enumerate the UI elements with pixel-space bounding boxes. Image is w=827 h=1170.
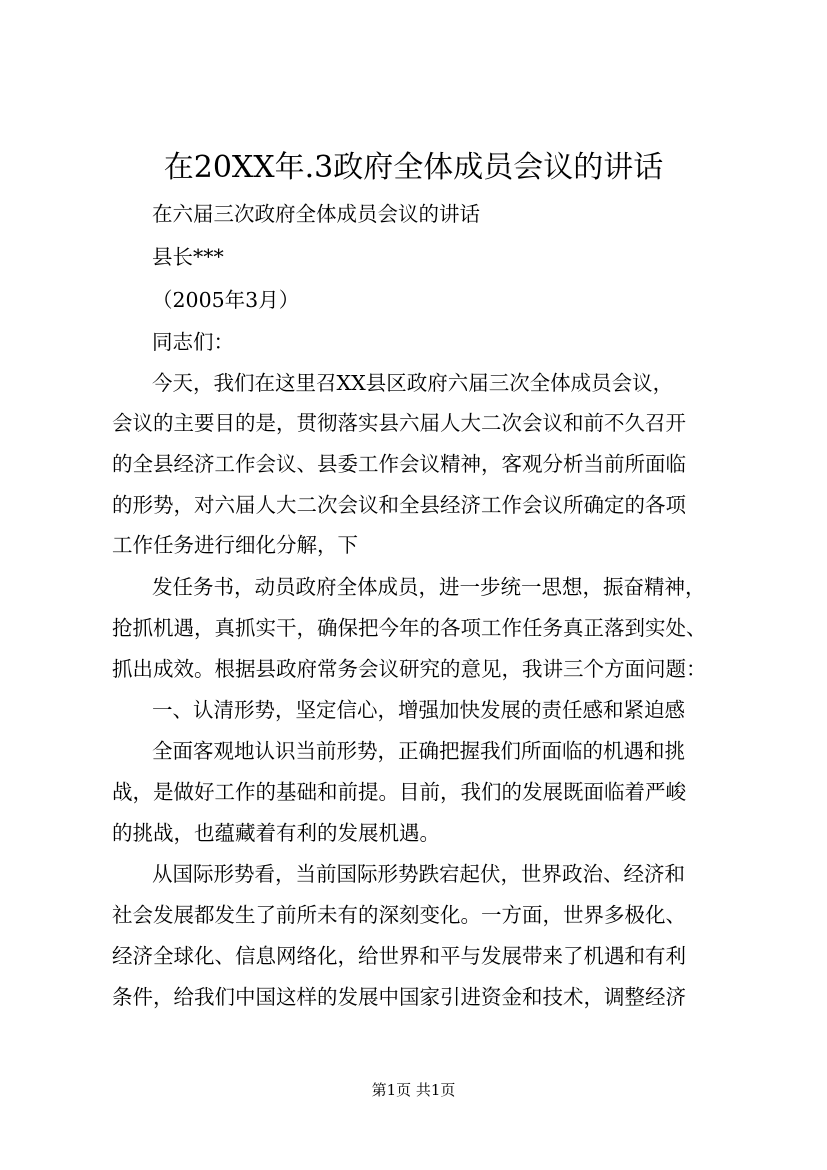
paragraph-line: 全面客观地认识当前形势，正确把握我们所面临的机遇和挑 xyxy=(152,739,685,763)
paragraph-line: 的全县经济工作会议、县委工作会议精神，客观分析当前所面临 xyxy=(112,452,686,476)
paragraph-line: 抢抓机遇，真抓实干，确保把今年的各项工作任务真正落到实处、 xyxy=(112,616,707,640)
document-title: 在20XX年.3政府全体成员会议的讲话 xyxy=(163,150,664,185)
paragraph-line: 的挑战，也蕴藏着有利的发展机遇。 xyxy=(112,821,440,845)
paragraph-line: 战，是做好工作的基础和前提。目前，我们的发展既面临着严峻 xyxy=(112,780,686,804)
paragraph-line: 会议的主要目的是，贯彻落实县六届人大二次会议和前不久召开 xyxy=(112,411,686,435)
paragraph-line: 条件，给我们中国这样的发展中国家引进资金和技术，调整经济 xyxy=(112,985,686,1009)
salutation: 同志们： xyxy=(152,330,234,354)
paragraph-line: 从国际形势看，当前国际形势跌宕起伏，世界政治、经济和 xyxy=(152,862,685,886)
paragraph-line: 经济全球化、信息网络化，给世界和平与发展带来了机遇和有利 xyxy=(112,944,686,968)
paragraph-line: 今天，我们在这里召XX县区政府六届三次全体成员会议， xyxy=(152,371,674,395)
paragraph-line: 工作任务进行细化分解，下 xyxy=(112,533,358,557)
subtitle: 在六届三次政府全体成员会议的讲话 xyxy=(152,202,480,226)
section-heading: 一、认清形势，坚定信心，增强加快发展的责任感和紧迫感 xyxy=(152,698,685,722)
date-line: （2005年3月） xyxy=(152,288,300,312)
paragraph-line: 发任务书，动员政府全体成员，进一步统一思想，振奋精神， xyxy=(152,575,706,599)
page-footer: 第1页 共1页 xyxy=(371,1081,456,1099)
author-line: 县长*** xyxy=(152,245,224,269)
paragraph-line: 的形势，对六届人大二次会议和全县经济工作会议所确定的各项 xyxy=(112,493,686,517)
paragraph-line: 社会发展都发生了前所未有的深刻变化。一方面，世界多极化、 xyxy=(112,903,686,927)
paragraph-line: 抓出成效。根据县政府常务会议研究的意见，我讲三个方面问题： xyxy=(112,657,707,681)
